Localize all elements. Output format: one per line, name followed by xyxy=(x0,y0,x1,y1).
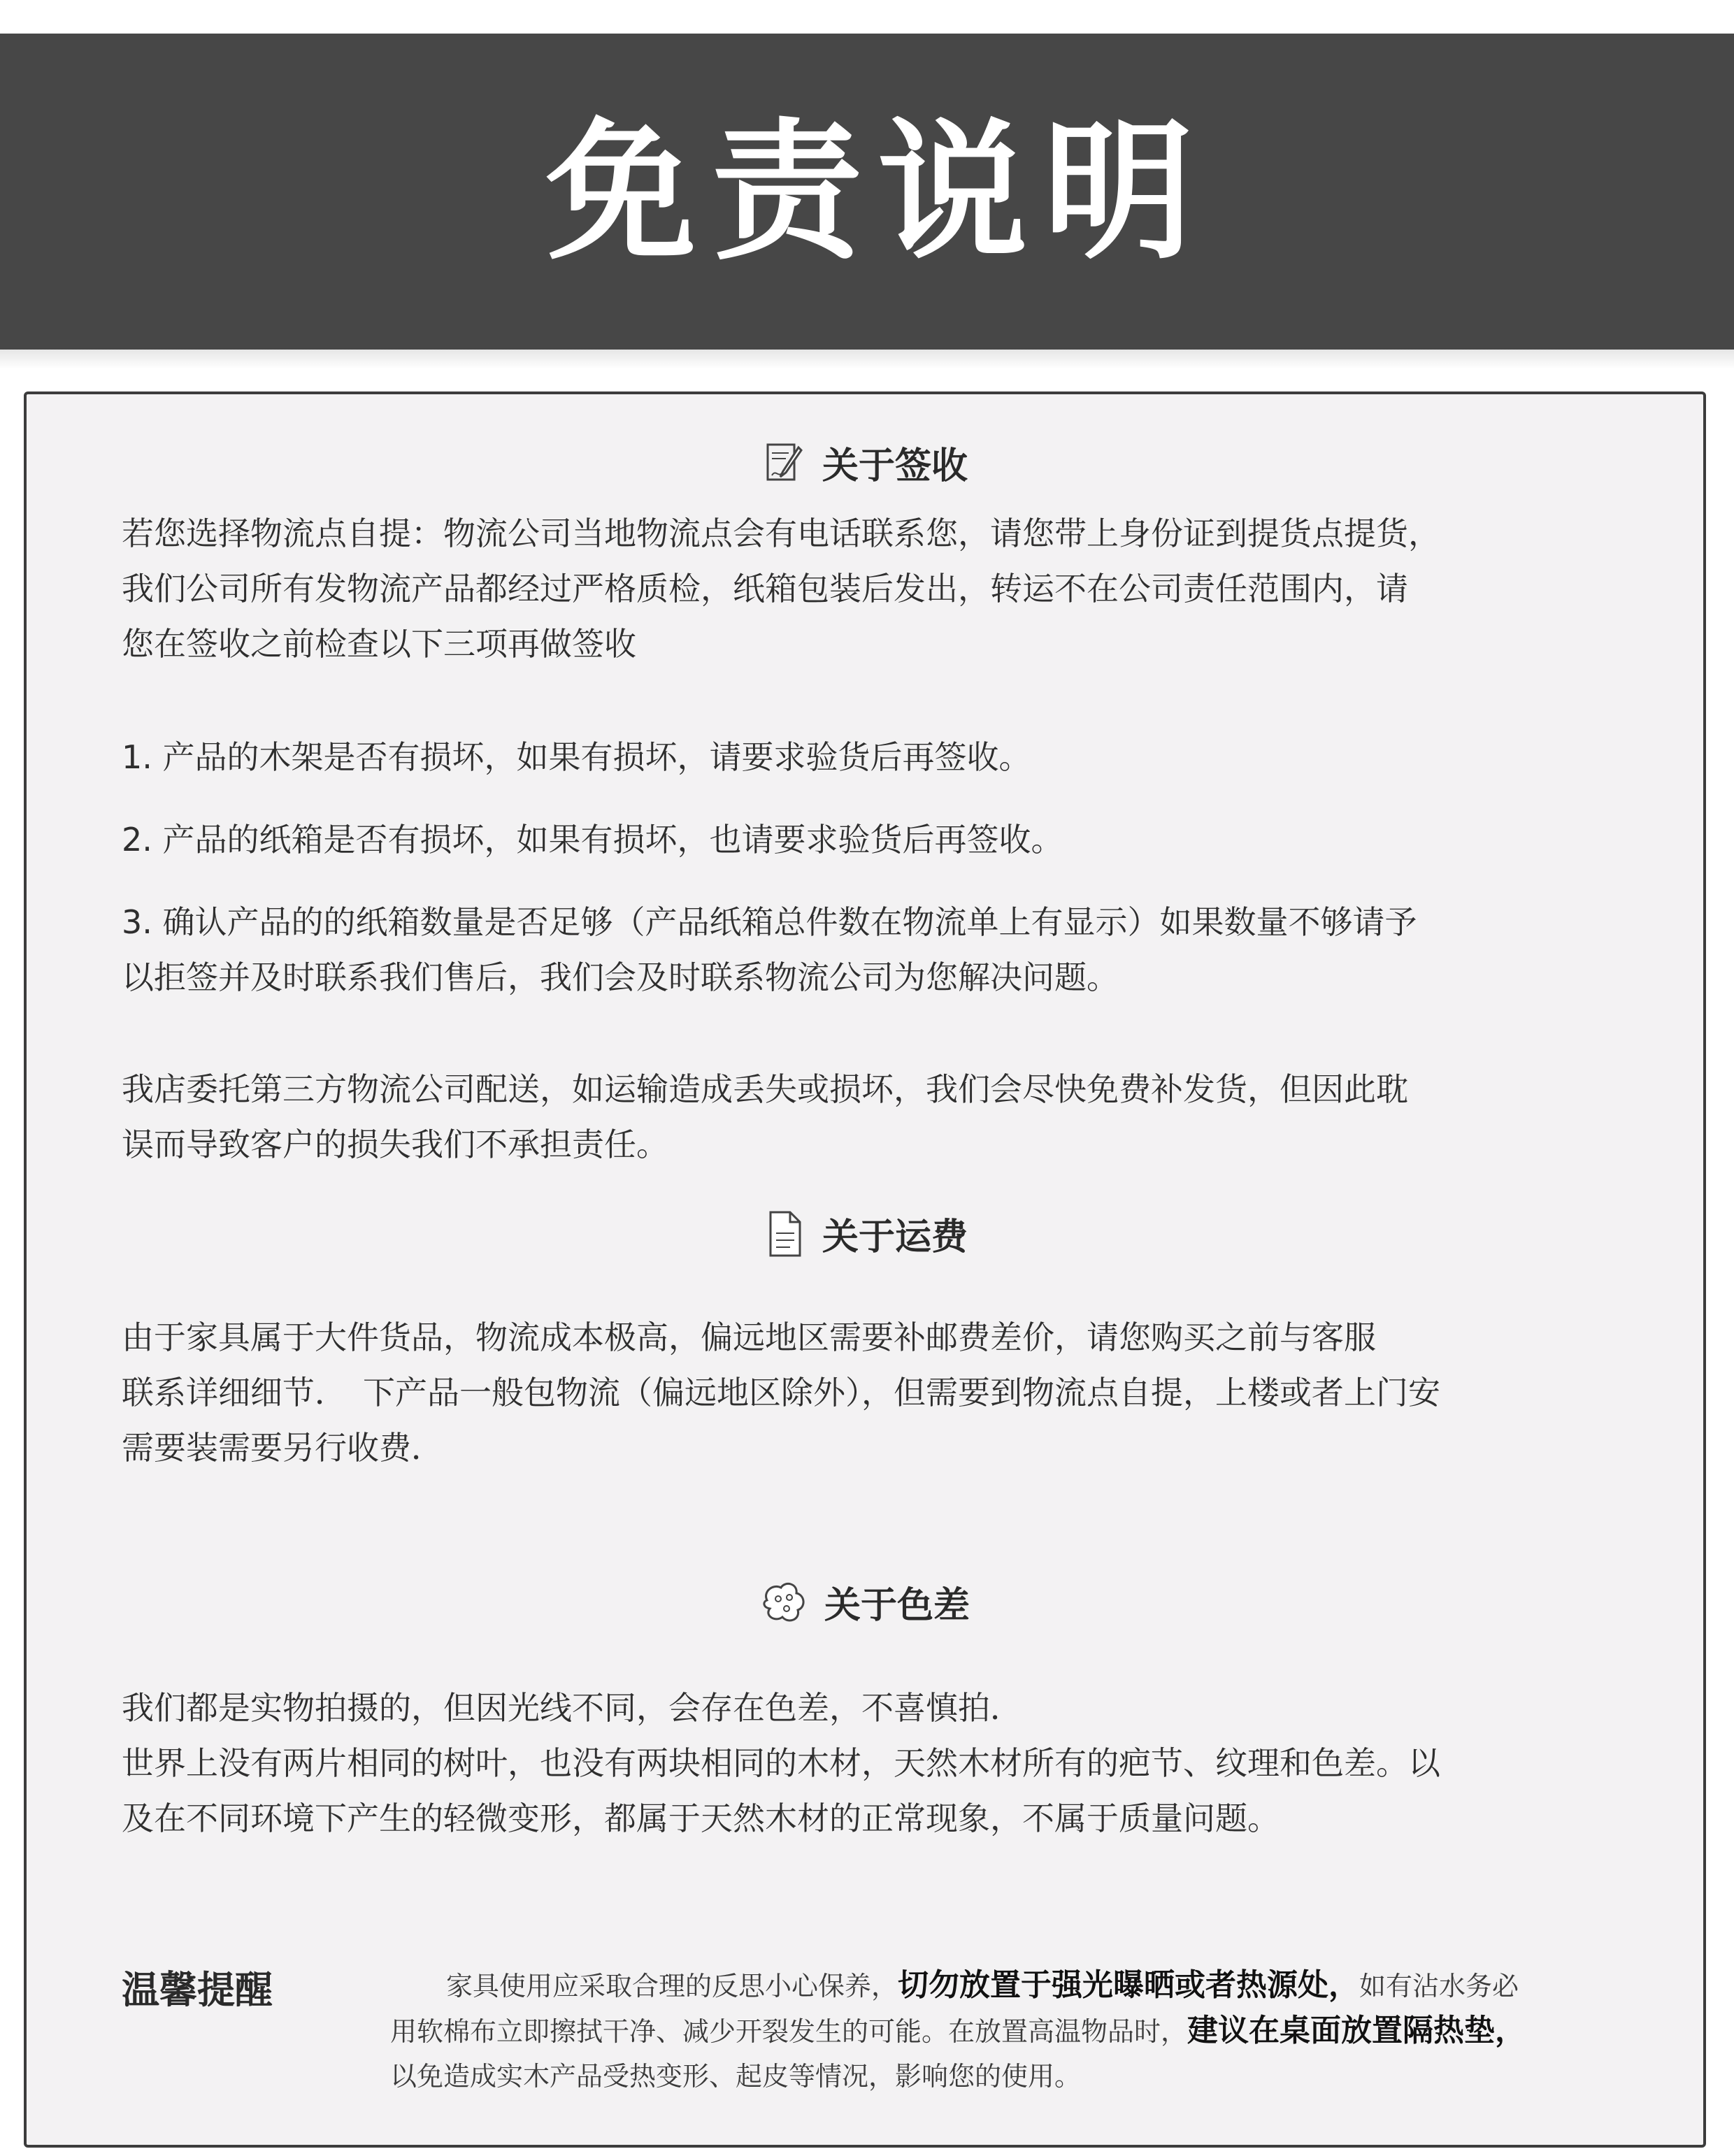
text-line: 由于家具属于大件货品，物流成本极高，偏远地区需要补邮费差价，请您购买之前与客服 xyxy=(122,1318,1376,1356)
sign-document-icon xyxy=(762,440,807,485)
list-item: 以拒签并及时联系我们售后，我们会及时联系物流公司为您解决问题。 xyxy=(122,958,1119,996)
banner-shadow xyxy=(0,350,1734,369)
section-heading-label: 关于色差 xyxy=(824,1585,970,1627)
reminder-text: 家具使用应采取合理的反思小心保养， xyxy=(446,1971,898,2002)
color-palette-icon xyxy=(760,1579,809,1625)
text-line xyxy=(390,2008,1649,2054)
section-heading-label: 关于签收 xyxy=(822,445,968,487)
text-line: 误而导致客户的损失我们不承担责任。 xyxy=(122,1126,668,1163)
section-heading-color xyxy=(27,1576,1703,1628)
reminder-text: 如有沾水务必 xyxy=(1359,1971,1519,2002)
text-line: 若您选择物流点自提：物流公司当地物流点会有电话联系您，请您带上身份证到提货点提货， xyxy=(122,515,1440,552)
text-line: 我店委托第三方物流公司配送，如运输造成丢失或损坏，我们会尽快免费补发货，但因此耽 xyxy=(122,1070,1408,1108)
signing-item-1 xyxy=(122,730,1632,785)
text-line xyxy=(390,1963,1649,2008)
text-line: 我们都是实物拍摄的，但因光线不同，会存在色差，不喜慎拍． xyxy=(122,1689,1022,1727)
text-line: 及在不同环境下产生的轻微变形，都属于天然木材的正常现象，不属于质量问题。 xyxy=(122,1799,1280,1837)
text-line: 我们公司所有发物流产品都经过严格质检，纸箱包装后发出，转运不在公司责任范围内，请 xyxy=(122,570,1408,608)
reminder-emphasis: 切勿放置于强光曝晒或者热源处， xyxy=(898,1967,1360,2003)
section-heading-label: 关于运费 xyxy=(822,1216,968,1258)
page-title: 免责说明 xyxy=(546,103,1209,280)
list-item: 1. 产品的木架是否有损坏，如果有损坏，请要求验货后再签收。 xyxy=(122,738,1031,776)
document-icon xyxy=(762,1209,807,1258)
text-line: 需要装需要另行收费． xyxy=(122,1429,443,1467)
color-body xyxy=(122,1681,1632,1846)
section-heading-signing xyxy=(27,436,1703,489)
reminder-emphasis: 建议在桌面放置隔热垫， xyxy=(1187,2013,1526,2048)
text-line: 您在签收之前检查以下三项再做签收 xyxy=(122,625,636,663)
third-party-notice xyxy=(122,1062,1632,1172)
shipping-body xyxy=(122,1310,1632,1476)
signing-item-2 xyxy=(122,812,1632,868)
signing-intro xyxy=(122,506,1632,672)
list-item: 2. 产品的纸箱是否有损坏，如果有损坏，也请要求验货后再签收。 xyxy=(122,821,1063,858)
content-panel xyxy=(24,391,1706,2148)
text-line: 联系详细细节． 下产品一般包物流（偏远地区除外），但需要到物流点自提，上楼或者上门安 xyxy=(122,1374,1440,1411)
reminder-text: 用软棉布立即擦拭干净、减少开裂发生的可能。在放置高温物品时， xyxy=(390,2016,1188,2047)
text-line: 世界上没有两片相同的树叶，也没有两块相同的木材，天然木材所有的疤节、纹理和色差。以 xyxy=(122,1744,1440,1782)
list-item: 3. 确认产品的的纸箱数量是否足够（产品纸箱总件数在物流单上有显示）如果数量不够请予 xyxy=(122,903,1417,941)
text-line: 以免造成实木产品受热变形、起皮等情况，影响您的使用。 xyxy=(390,2061,1082,2092)
reminder-title: 温馨提醒 xyxy=(122,1968,273,2012)
section-heading-shipping xyxy=(27,1207,1703,1260)
signing-item-3 xyxy=(122,895,1632,1005)
reminder-body xyxy=(390,1963,1649,2099)
header-banner xyxy=(0,34,1734,350)
